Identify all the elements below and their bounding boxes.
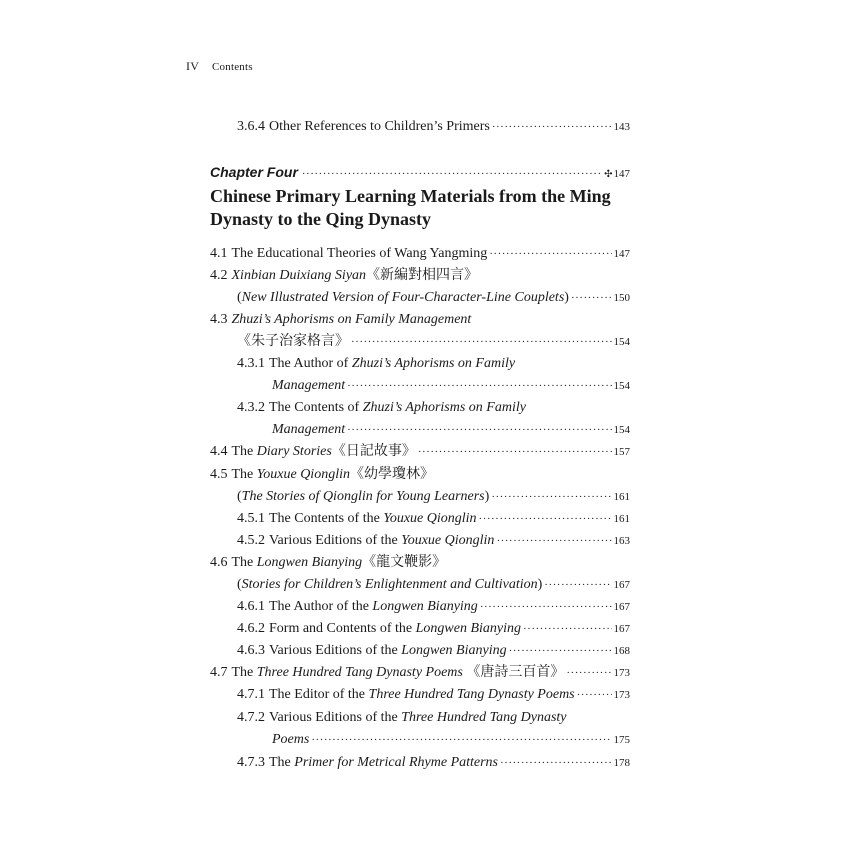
toc-entry-4-6[interactable]: 4.6 The Longwen Bianying 《龍文鞭影》 (210, 555, 447, 570)
dot-leader (492, 118, 612, 136)
toc-entry-4-6-2[interactable]: 4.6.2 Form and Contents of the Longwen Bianying ····· 167 (210, 620, 630, 638)
dot-leader (347, 377, 611, 395)
toc-entry-4-3-2[interactable]: 4.3.2 The Contents of Zhuzi’s Aphorisms on Family (237, 400, 526, 415)
page-ref: 173 (613, 689, 630, 701)
toc-entry-4-3-1-cont[interactable]: Management ····· 154 (210, 377, 630, 395)
dot-leader (500, 754, 611, 772)
dot-leader (347, 421, 611, 439)
page-ref: 143 (613, 121, 630, 133)
page-number: IV (186, 59, 200, 73)
toc-entry-4-7[interactable]: 4.7 The Three Hundred Tang Dynasty Poems 《唐詩三百首》 ····· 173 (210, 664, 630, 682)
toc-entry-4-5-1[interactable]: 4.5.1 The Contents of the Youxue Qionglin ····· 161 (210, 510, 630, 528)
page-ref: 147 (613, 168, 630, 180)
page-ref: 150 (613, 292, 630, 304)
toc-entry-4-6-cont[interactable]: ( Stories for Children’s Enlightenment and Cultivation ) ····· 167 (210, 576, 630, 594)
dot-leader (523, 620, 612, 638)
page-ref: 147 (613, 248, 630, 260)
dot-leader (491, 488, 611, 506)
toc-entry-3-6-4[interactable]: 3.6.4 Other References to Children’s Primers ····· 143 (210, 118, 630, 136)
chinese-title: 《幼學瓊林》 (349, 467, 434, 482)
dot-leader (509, 642, 612, 660)
toc-entry-4-3[interactable]: 4.3 Zhuzi’s Aphorisms on Family Management (210, 312, 472, 327)
toc-entry-4-2-cont[interactable]: ( New Illustrated Version of Four-Character-Line Couplets ) ····· 150 (210, 289, 630, 307)
page-ref: 154 (613, 336, 630, 348)
dot-leader (571, 289, 612, 307)
toc-entry-4-5[interactable]: 4.5 The Youxue Qionglin 《幼學瓊林》 (210, 467, 434, 482)
dot-leader (577, 686, 612, 704)
dot-leader (544, 576, 611, 594)
chinese-title: 《朱子治家格言》 (237, 334, 349, 349)
toc-entry-4-4[interactable]: 4.4 The Diary Stories 《日記故事》 ····· 157 (210, 443, 630, 461)
page-ref: 163 (613, 535, 630, 547)
table-of-contents (210, 0, 630, 850)
page-ref: 154 (613, 424, 630, 436)
page-ref: 168 (613, 645, 630, 657)
chapter-label: Chapter Four (210, 164, 298, 180)
dot-leader (302, 164, 600, 180)
page-ref: 167 (613, 623, 630, 635)
toc-entry-4-5-2[interactable]: 4.5.2 Various Editions of the Youxue Qionglin ····· 163 (210, 532, 630, 550)
toc-entry-4-5-cont[interactable]: ( The Stories of Qionglin for Young Learners ) ····· 161 (210, 488, 630, 506)
toc-entry-4-3-1[interactable]: 4.3.1 The Author of Zhuzi’s Aphorisms on Family (237, 356, 516, 371)
toc-entry-4-6-1[interactable]: 4.6.1 The Author of the Longwen Bianying ····· 167 (210, 598, 630, 616)
page-ref: 178 (613, 757, 630, 769)
page-ref: 167 (613, 601, 630, 613)
running-title: Contents (212, 61, 253, 73)
dot-leader (418, 443, 612, 461)
toc-entry-4-3-cont[interactable] (210, 333, 630, 351)
dot-leader (489, 245, 611, 263)
toc-entry-4-7-2-cont[interactable]: Poems ····· 175 (210, 731, 630, 749)
toc-entry-4-1[interactable]: 4.1 The Educational Theories of Wang Yangming ····· 147 (210, 245, 630, 263)
toc-entry-4-6-3[interactable]: 4.6.3 Various Editions of the Longwen Bianying ····· 168 (210, 642, 630, 660)
chinese-title: 《新編對相四言》 (366, 268, 479, 283)
toc-entry-4-3-2-cont[interactable]: Management ····· 154 (210, 421, 630, 439)
chinese-title: 《日記故事》 (331, 444, 416, 459)
toc-entry-4-7-3[interactable]: 4.7.3 The Primer for Metrical Rhyme Patterns ····· 178 (210, 754, 630, 772)
page-ref: 157 (613, 446, 630, 458)
page-ref: 175 (613, 734, 630, 746)
dot-leader (479, 510, 612, 528)
chapter-title: Chinese Primary Learning Materials from the Ming Dynasty to the Qing Dynasty (210, 186, 611, 229)
page-ref: 161 (613, 491, 630, 503)
dot-leader (351, 333, 612, 351)
dot-leader (311, 731, 611, 749)
page-ref: 173 (613, 667, 630, 679)
chinese-title: 《龍文鞭影》 (362, 555, 447, 570)
chinese-title: 《唐詩三百首》 (466, 665, 565, 680)
page-ref: 161 (613, 513, 630, 525)
ornament-icon: ✣ (604, 169, 613, 180)
toc-entry-4-7-1[interactable]: 4.7.1 The Editor of the Three Hundred Tang Dynasty Poems ····· 173 (210, 686, 630, 704)
dot-leader (566, 664, 611, 682)
dot-leader (480, 598, 612, 616)
page-ref: 167 (613, 579, 630, 591)
dot-leader (496, 532, 611, 550)
toc-entry-4-7-2[interactable]: 4.7.2 Various Editions of the Three Hundred Tang Dynasty (237, 710, 567, 725)
chapter-heading[interactable] (210, 164, 630, 180)
page-ref: 154 (613, 380, 630, 392)
toc-entry-4-2[interactable]: 4.2 Xinbian Duixiang Siyan 《新編對相四言》 (210, 268, 479, 283)
